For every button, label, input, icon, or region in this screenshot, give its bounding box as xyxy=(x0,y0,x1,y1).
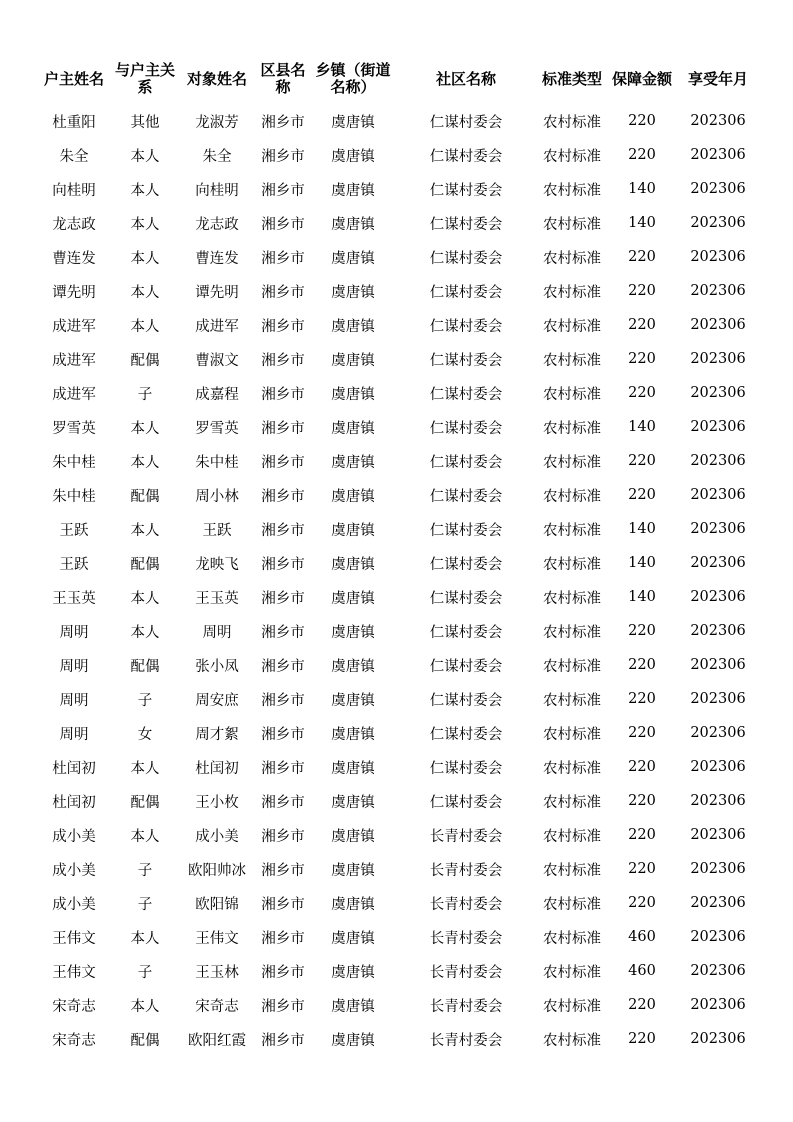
cell-standard-type: 农村标准 xyxy=(543,148,601,165)
cell-community: 仁谋村委会 xyxy=(429,692,503,709)
cell-county: 湘乡市 xyxy=(261,624,305,641)
cell-standard-type: 农村标准 xyxy=(543,216,601,233)
cell-year-month: 202306 xyxy=(690,589,746,605)
cell-year-month: 202306 xyxy=(690,929,746,945)
cell-amount: 220 xyxy=(628,317,656,333)
cell-community: 仁谋村委会 xyxy=(429,182,503,199)
cell-community: 仁谋村委会 xyxy=(429,624,503,641)
cell-year-month: 202306 xyxy=(690,521,746,537)
table-row xyxy=(38,818,758,852)
cell-county: 湘乡市 xyxy=(261,148,305,165)
cell-relation: 子 xyxy=(137,386,153,403)
cell-recipient-name: 欧阳红霞 xyxy=(188,1032,246,1049)
cell-year-month: 202306 xyxy=(690,963,746,979)
cell-relation: 本人 xyxy=(130,828,160,845)
cell-community: 仁谋村委会 xyxy=(429,318,503,335)
cell-standard-type: 农村标准 xyxy=(543,794,601,811)
table-row xyxy=(38,614,758,648)
cell-community: 仁谋村委会 xyxy=(429,488,503,505)
cell-amount: 220 xyxy=(628,453,656,469)
cell-recipient-name: 曹淑文 xyxy=(195,352,239,369)
cell-amount: 220 xyxy=(628,1031,656,1047)
cell-amount: 220 xyxy=(628,147,656,163)
cell-year-month: 202306 xyxy=(690,861,746,877)
cell-relation: 配偶 xyxy=(130,1032,160,1049)
cell-recipient-name: 张小凤 xyxy=(195,658,239,675)
cell-year-month: 202306 xyxy=(690,215,746,231)
cell-town: 虞唐镇 xyxy=(331,216,375,233)
table-row xyxy=(38,648,758,682)
cell-year-month: 202306 xyxy=(690,283,746,299)
cell-recipient-name: 朱中桂 xyxy=(195,454,239,471)
cell-relation: 女 xyxy=(137,726,153,743)
cell-standard-type: 农村标准 xyxy=(543,1032,601,1049)
table-row xyxy=(38,546,758,580)
cell-standard-type: 农村标准 xyxy=(543,522,601,539)
cell-county: 湘乡市 xyxy=(261,522,305,539)
table-row xyxy=(38,274,758,308)
cell-recipient-name: 龙志政 xyxy=(195,216,239,233)
table-row xyxy=(38,376,758,410)
cell-amount: 220 xyxy=(628,759,656,775)
cell-community: 仁谋村委会 xyxy=(429,148,503,165)
header-standard-type: 标准类型 xyxy=(541,69,602,88)
cell-amount: 220 xyxy=(628,997,656,1013)
table-row xyxy=(38,954,758,988)
cell-relation: 本人 xyxy=(130,998,160,1015)
cell-year-month: 202306 xyxy=(690,351,746,367)
table-row xyxy=(38,784,758,818)
cell-community: 仁谋村委会 xyxy=(429,590,503,607)
cell-standard-type: 农村标准 xyxy=(543,590,601,607)
cell-community: 长青村委会 xyxy=(429,930,503,947)
cell-household-head: 成进军 xyxy=(52,318,96,335)
cell-recipient-name: 曹连发 xyxy=(195,250,239,267)
cell-year-month: 202306 xyxy=(690,623,746,639)
cell-community: 长青村委会 xyxy=(429,998,503,1015)
cell-town: 虞唐镇 xyxy=(331,862,375,879)
cell-standard-type: 农村标准 xyxy=(543,284,601,301)
cell-household-head: 龙志政 xyxy=(52,216,96,233)
table-row xyxy=(38,852,758,886)
cell-recipient-name: 周安庶 xyxy=(195,692,239,709)
cell-year-month: 202306 xyxy=(690,1031,746,1047)
cell-town: 虞唐镇 xyxy=(331,454,375,471)
cell-household-head: 王跃 xyxy=(59,556,89,573)
table-row xyxy=(38,206,758,240)
cell-relation: 本人 xyxy=(130,454,160,471)
cell-town: 虞唐镇 xyxy=(331,386,375,403)
table-row xyxy=(38,580,758,614)
cell-town: 虞唐镇 xyxy=(331,352,375,369)
cell-amount: 220 xyxy=(628,657,656,673)
cell-recipient-name: 成小美 xyxy=(195,828,239,845)
cell-household-head: 王伟文 xyxy=(52,930,96,947)
cell-household-head: 周明 xyxy=(59,658,89,675)
cell-relation: 子 xyxy=(137,692,153,709)
cell-county: 湘乡市 xyxy=(261,964,305,981)
cell-household-head: 成进军 xyxy=(52,352,96,369)
header-community: 社区名称 xyxy=(435,69,496,88)
cell-household-head: 成小美 xyxy=(52,828,96,845)
cell-year-month: 202306 xyxy=(690,725,746,741)
cell-relation: 其他 xyxy=(130,114,160,131)
cell-recipient-name: 宋奇志 xyxy=(195,998,239,1015)
cell-year-month: 202306 xyxy=(690,997,746,1013)
cell-amount: 140 xyxy=(628,589,656,605)
cell-relation: 子 xyxy=(137,964,153,981)
cell-recipient-name: 罗雪英 xyxy=(195,420,239,437)
table-row xyxy=(38,716,758,750)
cell-amount: 460 xyxy=(628,963,656,979)
cell-community: 仁谋村委会 xyxy=(429,760,503,777)
cell-recipient-name: 周明 xyxy=(202,624,232,641)
header-relation: 与户主关系 xyxy=(114,61,175,96)
cell-town: 虞唐镇 xyxy=(331,420,375,437)
cell-amount: 220 xyxy=(628,385,656,401)
cell-household-head: 朱全 xyxy=(59,148,89,165)
cell-year-month: 202306 xyxy=(690,113,746,129)
cell-community: 仁谋村委会 xyxy=(429,726,503,743)
cell-recipient-name: 王玉林 xyxy=(195,964,239,981)
cell-amount: 140 xyxy=(628,215,656,231)
table-row xyxy=(38,1022,758,1056)
cell-relation: 本人 xyxy=(130,182,160,199)
table-row xyxy=(38,172,758,206)
cell-amount: 220 xyxy=(628,827,656,843)
cell-community: 仁谋村委会 xyxy=(429,658,503,675)
table-row xyxy=(38,478,758,512)
table-body xyxy=(38,104,758,1056)
cell-relation: 配偶 xyxy=(130,352,160,369)
cell-county: 湘乡市 xyxy=(261,896,305,913)
cell-town: 虞唐镇 xyxy=(331,692,375,709)
cell-year-month: 202306 xyxy=(690,487,746,503)
cell-amount: 220 xyxy=(628,113,656,129)
cell-year-month: 202306 xyxy=(690,827,746,843)
cell-recipient-name: 王跃 xyxy=(202,522,232,539)
cell-amount: 140 xyxy=(628,521,656,537)
cell-standard-type: 农村标准 xyxy=(543,386,601,403)
cell-county: 湘乡市 xyxy=(261,794,305,811)
cell-household-head: 向桂明 xyxy=(52,182,96,199)
cell-amount: 220 xyxy=(628,725,656,741)
table-row xyxy=(38,308,758,342)
cell-amount: 220 xyxy=(628,249,656,265)
cell-relation: 本人 xyxy=(130,250,160,267)
cell-standard-type: 农村标准 xyxy=(543,658,601,675)
table-row xyxy=(38,988,758,1022)
cell-relation: 本人 xyxy=(130,284,160,301)
cell-town: 虞唐镇 xyxy=(331,658,375,675)
cell-standard-type: 农村标准 xyxy=(543,930,601,947)
cell-county: 湘乡市 xyxy=(261,114,305,131)
cell-year-month: 202306 xyxy=(690,385,746,401)
cell-county: 湘乡市 xyxy=(261,284,305,301)
cell-relation: 子 xyxy=(137,896,153,913)
cell-amount: 220 xyxy=(628,895,656,911)
cell-relation: 配偶 xyxy=(130,794,160,811)
cell-county: 湘乡市 xyxy=(261,1032,305,1049)
cell-town: 虞唐镇 xyxy=(331,318,375,335)
cell-recipient-name: 王小枚 xyxy=(195,794,239,811)
cell-recipient-name: 成嘉程 xyxy=(195,386,239,403)
cell-standard-type: 农村标准 xyxy=(543,556,601,573)
cell-relation: 本人 xyxy=(130,522,160,539)
cell-relation: 本人 xyxy=(130,624,160,641)
cell-community: 长青村委会 xyxy=(429,896,503,913)
cell-amount: 220 xyxy=(628,861,656,877)
cell-standard-type: 农村标准 xyxy=(543,182,601,199)
cell-amount: 220 xyxy=(628,691,656,707)
cell-household-head: 朱中桂 xyxy=(52,454,96,471)
cell-town: 虞唐镇 xyxy=(331,250,375,267)
cell-relation: 本人 xyxy=(130,420,160,437)
cell-household-head: 周明 xyxy=(59,726,89,743)
cell-recipient-name: 杜闰初 xyxy=(195,760,239,777)
header-county: 区县名称 xyxy=(260,61,306,96)
table-row xyxy=(38,240,758,274)
header-town: 乡镇（街道名称） xyxy=(315,61,391,96)
cell-amount: 140 xyxy=(628,419,656,435)
cell-community: 仁谋村委会 xyxy=(429,556,503,573)
cell-year-month: 202306 xyxy=(690,657,746,673)
cell-household-head: 杜闰初 xyxy=(52,794,96,811)
header-household-head: 户主姓名 xyxy=(43,69,104,88)
cell-county: 湘乡市 xyxy=(261,556,305,573)
cell-county: 湘乡市 xyxy=(261,386,305,403)
table-row xyxy=(38,342,758,376)
cell-town: 虞唐镇 xyxy=(331,114,375,131)
cell-county: 湘乡市 xyxy=(261,488,305,505)
cell-recipient-name: 周小林 xyxy=(195,488,239,505)
cell-standard-type: 农村标准 xyxy=(543,318,601,335)
cell-town: 虞唐镇 xyxy=(331,828,375,845)
cell-amount: 220 xyxy=(628,487,656,503)
cell-community: 长青村委会 xyxy=(429,1032,503,1049)
cell-town: 虞唐镇 xyxy=(331,556,375,573)
cell-household-head: 王伟文 xyxy=(52,964,96,981)
cell-county: 湘乡市 xyxy=(261,420,305,437)
cell-county: 湘乡市 xyxy=(261,828,305,845)
cell-standard-type: 农村标准 xyxy=(543,760,601,777)
cell-year-month: 202306 xyxy=(690,249,746,265)
cell-recipient-name: 欧阳帅冰 xyxy=(188,862,246,879)
cell-community: 长青村委会 xyxy=(429,828,503,845)
cell-recipient-name: 王玉英 xyxy=(195,590,239,607)
cell-relation: 配偶 xyxy=(130,658,160,675)
cell-household-head: 成小美 xyxy=(52,862,96,879)
cell-year-month: 202306 xyxy=(690,759,746,775)
cell-amount: 140 xyxy=(628,555,656,571)
table-row xyxy=(38,138,758,172)
cell-amount: 460 xyxy=(628,929,656,945)
cell-community: 仁谋村委会 xyxy=(429,420,503,437)
cell-year-month: 202306 xyxy=(690,555,746,571)
cell-community: 仁谋村委会 xyxy=(429,522,503,539)
cell-household-head: 杜闰初 xyxy=(52,760,96,777)
cell-town: 虞唐镇 xyxy=(331,148,375,165)
cell-standard-type: 农村标准 xyxy=(543,862,601,879)
cell-household-head: 曹连发 xyxy=(52,250,96,267)
table-row xyxy=(38,750,758,784)
cell-community: 仁谋村委会 xyxy=(429,284,503,301)
cell-amount: 140 xyxy=(628,181,656,197)
table-row xyxy=(38,444,758,478)
cell-household-head: 罗雪英 xyxy=(52,420,96,437)
cell-community: 仁谋村委会 xyxy=(429,794,503,811)
cell-recipient-name: 朱全 xyxy=(202,148,232,165)
cell-recipient-name: 周才絮 xyxy=(195,726,239,743)
table-row xyxy=(38,886,758,920)
cell-year-month: 202306 xyxy=(690,691,746,707)
cell-household-head: 王跃 xyxy=(59,522,89,539)
cell-standard-type: 农村标准 xyxy=(543,250,601,267)
cell-standard-type: 农村标准 xyxy=(543,420,601,437)
cell-standard-type: 农村标准 xyxy=(543,114,601,131)
cell-recipient-name: 龙映飞 xyxy=(195,556,239,573)
cell-county: 湘乡市 xyxy=(261,862,305,879)
cell-standard-type: 农村标准 xyxy=(543,692,601,709)
cell-year-month: 202306 xyxy=(690,453,746,469)
assistance-roster-table xyxy=(38,54,758,1056)
cell-standard-type: 农村标准 xyxy=(543,964,601,981)
cell-town: 虞唐镇 xyxy=(331,760,375,777)
cell-community: 仁谋村委会 xyxy=(429,386,503,403)
table-header-row xyxy=(38,54,758,104)
cell-household-head: 宋奇志 xyxy=(52,998,96,1015)
table-row xyxy=(38,682,758,716)
cell-community: 仁谋村委会 xyxy=(429,250,503,267)
cell-county: 湘乡市 xyxy=(261,930,305,947)
cell-standard-type: 农村标准 xyxy=(543,828,601,845)
cell-household-head: 谭先明 xyxy=(52,284,96,301)
cell-relation: 子 xyxy=(137,862,153,879)
cell-year-month: 202306 xyxy=(690,895,746,911)
cell-community: 长青村委会 xyxy=(429,862,503,879)
cell-community: 仁谋村委会 xyxy=(429,114,503,131)
cell-amount: 220 xyxy=(628,351,656,367)
cell-recipient-name: 王伟文 xyxy=(195,930,239,947)
cell-town: 虞唐镇 xyxy=(331,726,375,743)
cell-recipient-name: 龙淑芳 xyxy=(195,114,239,131)
cell-county: 湘乡市 xyxy=(261,760,305,777)
cell-amount: 220 xyxy=(628,623,656,639)
cell-recipient-name: 成进军 xyxy=(195,318,239,335)
cell-town: 虞唐镇 xyxy=(331,794,375,811)
cell-town: 虞唐镇 xyxy=(331,1032,375,1049)
cell-recipient-name: 谭先明 xyxy=(195,284,239,301)
cell-year-month: 202306 xyxy=(690,147,746,163)
cell-county: 湘乡市 xyxy=(261,318,305,335)
cell-recipient-name: 欧阳锦 xyxy=(195,896,239,913)
cell-county: 湘乡市 xyxy=(261,352,305,369)
cell-town: 虞唐镇 xyxy=(331,284,375,301)
cell-community: 长青村委会 xyxy=(429,964,503,981)
cell-household-head: 朱中桂 xyxy=(52,488,96,505)
cell-standard-type: 农村标准 xyxy=(543,454,601,471)
cell-standard-type: 农村标准 xyxy=(543,352,601,369)
table-row xyxy=(38,104,758,138)
cell-relation: 本人 xyxy=(130,590,160,607)
table-row xyxy=(38,410,758,444)
cell-community: 仁谋村委会 xyxy=(429,352,503,369)
cell-county: 湘乡市 xyxy=(261,590,305,607)
cell-year-month: 202306 xyxy=(690,317,746,333)
cell-town: 虞唐镇 xyxy=(331,590,375,607)
cell-town: 虞唐镇 xyxy=(331,964,375,981)
cell-town: 虞唐镇 xyxy=(331,624,375,641)
cell-town: 虞唐镇 xyxy=(331,930,375,947)
cell-standard-type: 农村标准 xyxy=(543,488,601,505)
cell-household-head: 杜重阳 xyxy=(52,114,96,131)
cell-amount: 220 xyxy=(628,283,656,299)
cell-county: 湘乡市 xyxy=(261,454,305,471)
cell-amount: 220 xyxy=(628,793,656,809)
cell-relation: 本人 xyxy=(130,930,160,947)
cell-town: 虞唐镇 xyxy=(331,488,375,505)
cell-community: 仁谋村委会 xyxy=(429,216,503,233)
cell-standard-type: 农村标准 xyxy=(543,726,601,743)
cell-household-head: 王玉英 xyxy=(52,590,96,607)
cell-standard-type: 农村标准 xyxy=(543,624,601,641)
header-amount: 保障金额 xyxy=(611,69,672,88)
cell-county: 湘乡市 xyxy=(261,998,305,1015)
cell-year-month: 202306 xyxy=(690,181,746,197)
cell-county: 湘乡市 xyxy=(261,726,305,743)
cell-community: 仁谋村委会 xyxy=(429,454,503,471)
table-row xyxy=(38,920,758,954)
cell-county: 湘乡市 xyxy=(261,658,305,675)
cell-standard-type: 农村标准 xyxy=(543,998,601,1015)
cell-relation: 配偶 xyxy=(130,556,160,573)
cell-household-head: 周明 xyxy=(59,624,89,641)
cell-county: 湘乡市 xyxy=(261,250,305,267)
header-recipient-name: 对象姓名 xyxy=(186,69,247,88)
cell-town: 虞唐镇 xyxy=(331,998,375,1015)
cell-county: 湘乡市 xyxy=(261,692,305,709)
cell-relation: 本人 xyxy=(130,318,160,335)
cell-household-head: 周明 xyxy=(59,692,89,709)
header-year-month: 享受年月 xyxy=(687,69,748,88)
cell-relation: 本人 xyxy=(130,148,160,165)
cell-town: 虞唐镇 xyxy=(331,522,375,539)
cell-town: 虞唐镇 xyxy=(331,182,375,199)
cell-relation: 配偶 xyxy=(130,488,160,505)
cell-household-head: 宋奇志 xyxy=(52,1032,96,1049)
cell-household-head: 成进军 xyxy=(52,386,96,403)
cell-county: 湘乡市 xyxy=(261,182,305,199)
cell-relation: 本人 xyxy=(130,760,160,777)
cell-household-head: 成小美 xyxy=(52,896,96,913)
cell-standard-type: 农村标准 xyxy=(543,896,601,913)
cell-year-month: 202306 xyxy=(690,419,746,435)
cell-year-month: 202306 xyxy=(690,793,746,809)
cell-relation: 本人 xyxy=(130,216,160,233)
cell-town: 虞唐镇 xyxy=(331,896,375,913)
cell-recipient-name: 向桂明 xyxy=(195,182,239,199)
cell-county: 湘乡市 xyxy=(261,216,305,233)
table-row xyxy=(38,512,758,546)
